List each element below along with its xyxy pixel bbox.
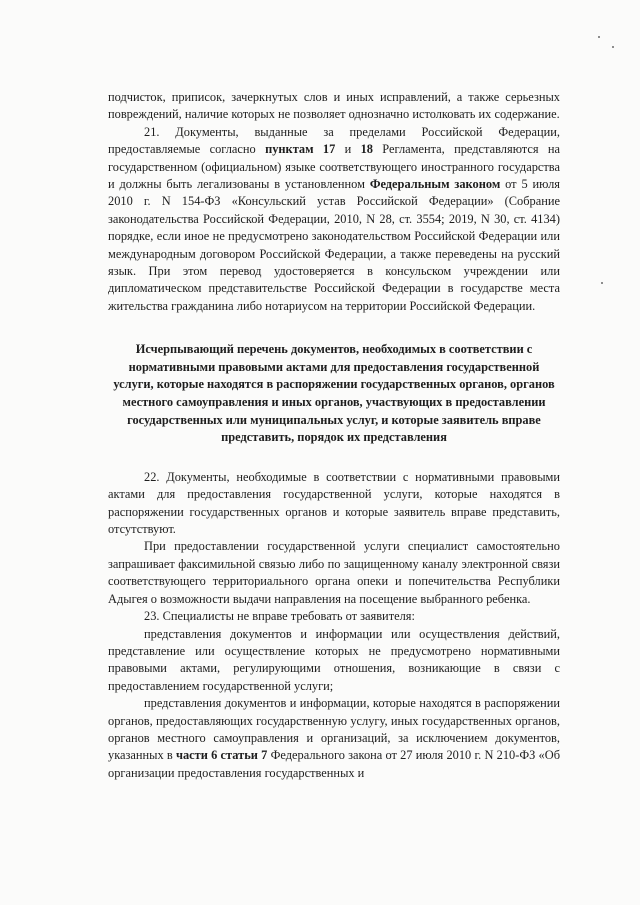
document-body <box>108 89 560 782</box>
paragraph-p_cont <box>108 89 560 124</box>
text-run: 23. Специалисты не вправе требовать от заявителя: <box>144 609 415 624</box>
text-run: Регламента, представляются на государственном (официальном) языке соответствующего иностранного государства и должны быть легализованы в установленном <box>108 142 561 192</box>
text-run: подчисток, приписок, зачеркнутых слов и иных исправлений, а также серьезных повреждений, наличие которых не позволяет однозначно истолковать их содержание. <box>108 90 560 122</box>
bold-reference: Федеральным законом <box>369 177 501 192</box>
text-run: представления документов и информации, которые находятся в распоряжении органов, предоставляющих государственную услугу, иных государственных органов, органов местного самоуправления и организаций, за исключением документов, указанных в <box>108 696 560 763</box>
paragraph-p21 <box>108 124 560 315</box>
scan-speck <box>612 46 614 48</box>
bold-reference: части 6 статьи 7 <box>176 748 268 763</box>
scan-speck <box>598 36 600 38</box>
paragraph-p22b <box>108 538 560 608</box>
text-run: представления документов и информации или осуществления действий, представление или осуществление которых не предусмотрено нормативными правовыми актами, регулирующими отношения, возникающие в связи с предоставлением государственной услуги; <box>108 626 560 693</box>
scan-speck <box>601 282 603 284</box>
paragraph-p22 <box>108 469 560 539</box>
text-run: 22. Документы, необходимые в соответствии с нормативными правовыми актами для предоставления государственной услуги, которые находятся в распоряжении государственных органов и которые заявитель вправе представить, отсутствуют. <box>108 469 560 537</box>
text-run: 21. Документы, выданные за пределами Российской Федерации, предоставляемые согласно <box>108 124 560 157</box>
paragraphs-after-heading <box>108 469 560 782</box>
text-run: от 5 июля 2010 г. N 154-ФЗ «Консульский устав Российской Федерации» (Собрание законодательства Российской Федерации, 2010, N 28, ст. 3554; 2019, N 30, ст. 4134) порядке, если иное не предусмотрено законодательством Российской Федерации или международным договором Российской Федерации, а также переведены на русский язык. При этом перевод удостоверяется в консульском учреждении или дипломатическом представительстве Российской Федерации в государстве места жительства гражданина либо нотариусом на территории Российской Федерации. <box>108 177 560 313</box>
text-run: При предоставлении государственной услуги специалист самостоятельно запрашивает факсимильной связью либо по защищенному каналу электронной связи соответствующего территориального органа опеки и попечительства Республики Адыгея о возможности выдачи направления на посещение выбранного ребенка. <box>108 539 560 606</box>
bold-reference: пунктам 17 <box>265 142 336 157</box>
paragraph-p23a <box>108 626 560 696</box>
text-run: и <box>335 142 361 157</box>
text-run: Федерального закона от 27 июля 2010 г. N 210-ФЗ «Об организации предоставления государственных и <box>108 748 561 780</box>
bold-reference: 18 <box>360 142 373 157</box>
paragraph-p23b <box>108 695 560 782</box>
paragraphs-before-heading <box>108 89 560 315</box>
paragraph-p23 <box>108 608 560 625</box>
section-heading: Исчерпывающий перечень документов, необходимых в соответствии с нормативными правовыми актами для предоставления государственной услуги, которые находятся в распоряжении государственных органов, органов местного самоуправления и иных органов, участвующих в предоставлении государственных или муниципальных услуг, и которые заявитель вправе представить, порядок их представления <box>113 342 555 445</box>
